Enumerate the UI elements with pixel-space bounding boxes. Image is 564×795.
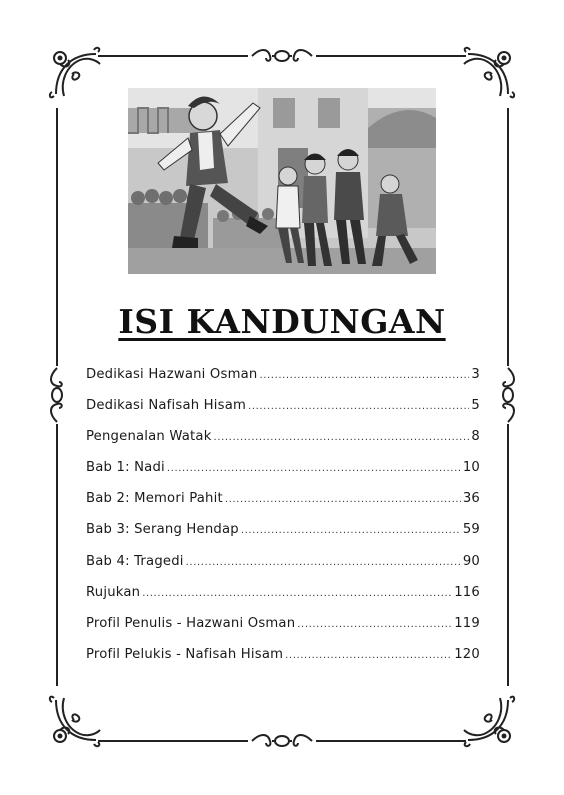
toc-page-number: 90 (462, 553, 480, 569)
toc-leader-dots (142, 588, 452, 599)
toc-leader-dots (285, 650, 452, 661)
toc-row[interactable] (86, 367, 480, 398)
toc-entry-label: Profil Pelukis - Nafisah Hisam (86, 646, 284, 662)
page-title: ISI KANDUNGAN (118, 302, 446, 341)
toc-leader-dots (297, 619, 452, 630)
toc-leader-dots (186, 557, 461, 568)
toc-row[interactable] (86, 585, 480, 616)
frame-top-line (316, 55, 466, 57)
frame-left-line (56, 424, 58, 686)
toc-row[interactable] (86, 522, 480, 553)
chapter-illustration (128, 88, 436, 274)
toc-entry-label: Bab 1: Nadi (86, 460, 165, 476)
corner-ornament-icon (46, 44, 106, 104)
scroll-ornament-icon (46, 366, 68, 424)
table-of-contents (86, 367, 480, 678)
toc-leader-dots (259, 370, 469, 381)
toc-leader-dots (241, 525, 461, 536)
corner-ornament-icon (46, 690, 106, 750)
toc-page-number: 59 (462, 522, 480, 538)
toc-entry-label: Bab 2: Memori Pahit (86, 491, 223, 507)
scroll-ornament-icon (497, 366, 519, 424)
toc-entry-label: Bab 3: Serang Hendap (86, 522, 239, 538)
toc-entry-label: Dedikasi Nafisah Hisam (86, 398, 247, 414)
frame-bottom-line (316, 740, 466, 742)
toc-page-number: 36 (462, 491, 480, 507)
toc-leader-dots (214, 432, 470, 443)
toc-leader-dots (167, 463, 461, 474)
toc-row[interactable] (86, 398, 480, 429)
toc-page-number: 8 (471, 429, 480, 445)
toc-leader-dots (225, 494, 461, 505)
toc-page-number: 116 (454, 584, 480, 600)
scroll-ornament-icon (250, 46, 314, 66)
toc-page-number: 3 (471, 367, 480, 382)
toc-entry-label: Dedikasi Hazwani Osman (86, 367, 258, 382)
toc-row[interactable] (86, 554, 480, 585)
toc-page-number: 119 (454, 615, 480, 631)
frame-bottom-line (98, 740, 248, 742)
corner-ornament-icon (458, 44, 518, 104)
toc-entry-label: Rujukan (86, 584, 141, 600)
toc-page-number: 10 (462, 460, 480, 476)
toc-entry-label: Profil Penulis - Hazwani Osman (86, 615, 296, 631)
toc-entry-label: Pengenalan Watak (86, 429, 212, 445)
corner-ornament-icon (458, 690, 518, 750)
scroll-ornament-icon (250, 731, 314, 751)
toc-leader-dots (248, 401, 469, 412)
toc-row[interactable] (86, 460, 480, 491)
toc-row[interactable] (86, 647, 480, 678)
frame-top-line (98, 55, 248, 57)
toc-row[interactable] (86, 491, 480, 522)
toc-row[interactable] (86, 429, 480, 460)
toc-row[interactable] (86, 616, 480, 647)
toc-page-number: 120 (454, 646, 480, 662)
toc-entry-label: Bab 4: Tragedi (86, 553, 184, 569)
toc-page-number: 5 (471, 398, 480, 414)
frame-right-line (507, 424, 509, 686)
